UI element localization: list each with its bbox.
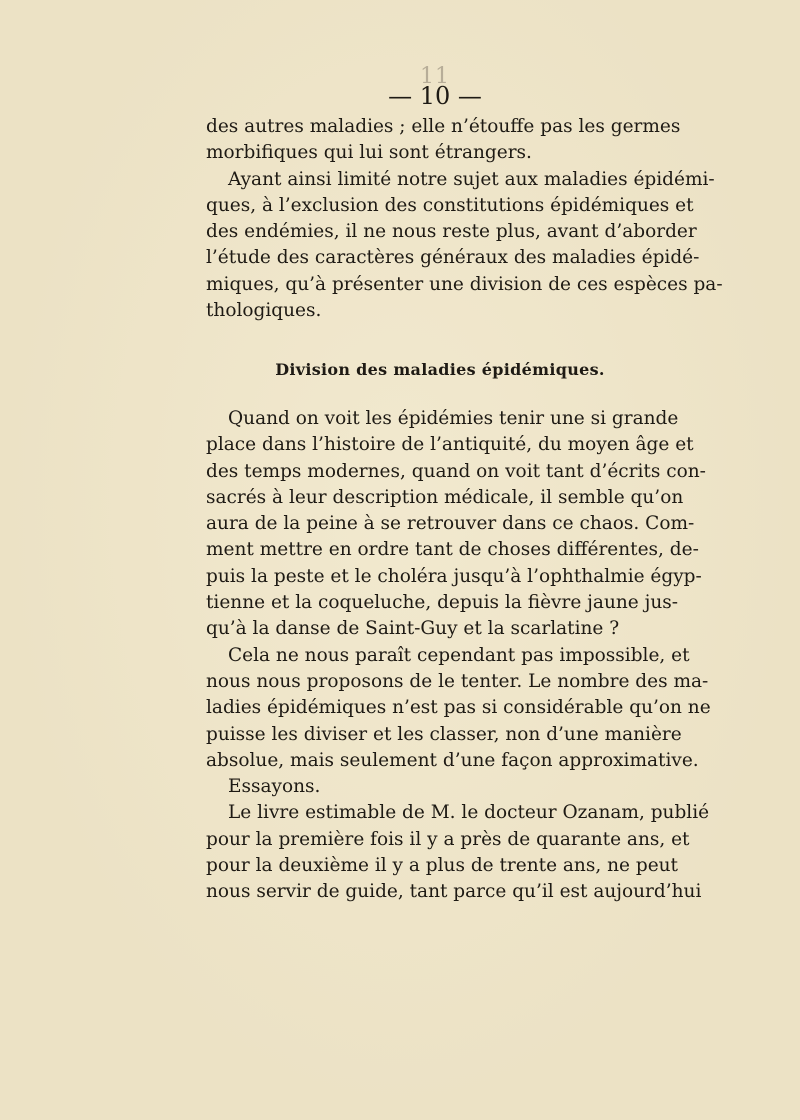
text-line: Cela ne nous paraît cependant pas impossible, et	[228, 644, 690, 666]
text-line: nous servir de guide, tant parce qu’il est aujourd’hui	[206, 881, 702, 903]
text-line: puisse les diviser et les classer, non d’une manière	[206, 723, 682, 745]
text-line: Quand on voit les épidémies tenir une si grande	[228, 408, 679, 429]
text-line: des autres maladies ; elle n’étouffe pas les germes	[206, 116, 681, 137]
text-line: tienne et la coqueluche, depuis la fièvre jaune jus-	[206, 592, 678, 614]
paragraph-block-1	[206, 114, 723, 324]
text-line: place dans l’histoire de l’antiquité, du moyen âge et	[206, 434, 694, 456]
text-line: miques, qu’à présenter une division de ces espèces pa-	[206, 273, 723, 295]
text-line: puis la peste et le choléra jusqu’à l’ophthalmie égyp-	[206, 565, 702, 587]
text-line: pour la première fois il y a près de quarante ans, et	[206, 828, 690, 850]
text-line: pour la deuxième il y a plus de trente ans, ne peut	[206, 855, 678, 877]
text-line: aura de la peine à se retrouver dans ce chaos. Com-	[206, 513, 695, 535]
show-through-page-number: 11	[420, 64, 450, 89]
text-line: des endémies, il ne nous reste plus, avant d’aborder	[206, 221, 697, 243]
text-line: Ayant ainsi limité notre sujet aux maladies épidémi-	[228, 168, 715, 190]
text-line: qu’à la danse de Saint-Guy et la scarlatine ?	[206, 618, 620, 640]
text-line: des temps modernes, quand on voit tant d’écrits con-	[206, 460, 706, 482]
text-line: nous nous proposons de le tenter. Le nombre des ma-	[206, 670, 709, 692]
text-line: morbifiques qui lui sont étrangers.	[206, 142, 532, 164]
paragraph-block-2	[206, 406, 711, 906]
text-line: Le livre estimable de M. le docteur Ozanam, publié	[228, 802, 710, 824]
page-number: — 10 —	[388, 82, 482, 110]
text-line: absolue, mais seulement d’une façon approximative.	[206, 749, 699, 771]
text-line: ment mettre en ordre tant de choses différentes, de-	[206, 539, 699, 561]
text-line: thologiques.	[206, 300, 322, 322]
text-line: l’étude des caractères généraux des maladies épidé-	[206, 247, 700, 269]
text-line: sacrés à leur description médicale, il semble qu’on	[206, 486, 684, 508]
text-line: Essayons.	[228, 776, 321, 798]
section-heading: Division des maladies épidémiques.	[275, 360, 605, 379]
text-line: ques, à l’exclusion des constitutions épidémiques et	[206, 194, 694, 216]
text-line: ladies épidémiques n’est pas si considérable qu’on ne	[206, 697, 711, 719]
